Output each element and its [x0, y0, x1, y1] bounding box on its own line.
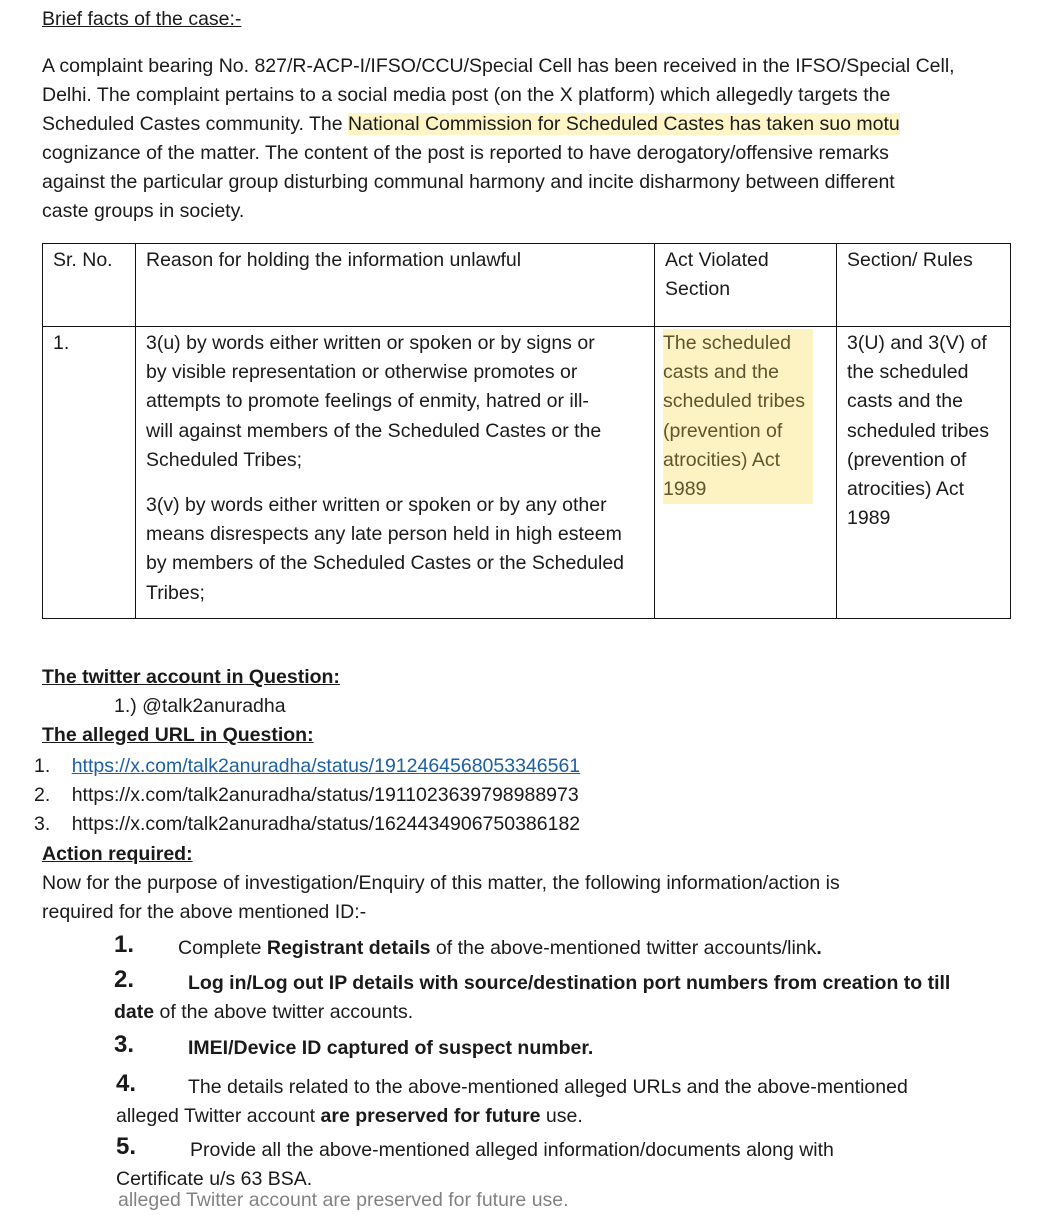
intro-line-3 [42, 110, 900, 139]
highlighted-commission-text: National Commission for Scheduled Castes has taken suo motu [348, 113, 900, 135]
intro-line-5: against the particular group disturbing communal harmony and incite disharmony between different [42, 171, 895, 193]
row-act-violated [655, 327, 837, 619]
action-4-post: use. [540, 1105, 583, 1127]
intro-line-4: cognizance of the matter. The content of the post is reported to have derogatory/offensive remarks [42, 142, 889, 164]
url-number: 3. [34, 813, 51, 835]
action-1-bold: Registrant details [266, 937, 431, 959]
reason-line: will against members of the Scheduled Castes or the [146, 419, 602, 442]
section-line: scheduled tribes [847, 419, 990, 442]
header-act-violated [655, 244, 837, 327]
url-number: 2. [34, 784, 51, 806]
act-line: The scheduled [663, 332, 791, 354]
section-line: atrocities) Act [847, 478, 965, 501]
intro-line-2: Delhi. The complaint pertains to a social media post (on the X platform) which allegedly targets the [42, 84, 891, 106]
table-header-row [43, 244, 1011, 327]
row-sr-no: 1. [43, 327, 136, 619]
twitter-account-heading: The twitter account in Question: [42, 666, 340, 688]
act-line: scheduled tribes [663, 390, 806, 413]
action-5-line-2: Certificate u/s 63 BSA. [116, 1168, 313, 1190]
table-row [43, 327, 1011, 619]
url-item-3 [34, 810, 580, 839]
act-line: (prevention of [663, 419, 783, 442]
act-line: casts and the [663, 361, 779, 384]
action-4-line-2 [116, 1102, 583, 1131]
reason-line: 3(u) by words either written or spoken or by signs or [146, 332, 595, 354]
reason-line: attempts to promote feelings of enmity, hatred or ill- [146, 390, 589, 413]
intro-line-3-text: Scheduled Castes community. The [42, 113, 349, 135]
action-1-text [178, 934, 822, 963]
action-1-pre: Complete [178, 937, 267, 959]
header-sr-no: Sr. No. [43, 244, 136, 327]
action-2-line-1: Log in/Log out IP details with source/destination port numbers from creation to till [188, 972, 951, 994]
action-3-number: 3. [114, 1031, 135, 1058]
header-reason: Reason for holding the information unlawful [136, 244, 655, 327]
action-5-number: 5. [116, 1133, 137, 1160]
twitter-account-handle: 1.) @talk2anuradha [114, 695, 286, 717]
violations-table [42, 243, 1011, 619]
action-2-number: 2. [114, 966, 135, 993]
act-line: atrocities) Act [663, 448, 781, 471]
action-4-bold: are preserved for future [320, 1105, 541, 1127]
url-number: 1. [34, 755, 51, 777]
section-line: casts and the [847, 390, 963, 413]
alleged-url-heading: The alleged URL in Question: [42, 724, 314, 746]
reason-line: means disrespects any late person held in high esteem [146, 523, 622, 546]
reason-line: Scheduled Tribes; [146, 448, 303, 471]
action-1-number: 1. [114, 931, 135, 958]
action-2-line-2 [114, 998, 413, 1027]
reason-line: by members of the Scheduled Castes or the Scheduled [146, 552, 625, 575]
header-act-line: Section [665, 278, 731, 301]
cutoff-line: alleged Twitter account are preserved for future use. [118, 1189, 569, 1211]
section-line: 1989 [847, 507, 891, 530]
url-link-1[interactable]: https://x.com/talk2anuradha/status/1912464568053346561 [71, 755, 581, 777]
action-4-number: 4. [116, 1070, 137, 1097]
brief-facts-heading: Brief facts of the case:- [42, 8, 242, 30]
header-act-line: Act Violated [665, 249, 769, 271]
header-section-rules: Section/ Rules [837, 244, 1011, 327]
action-2-bold: date [114, 1001, 155, 1023]
action-5-line-1: Provide all the above-mentioned alleged information/documents along with [190, 1139, 834, 1161]
action-intro-line-2: required for the above mentioned ID:- [42, 901, 367, 923]
action-required-heading: Action required: [42, 843, 193, 865]
reason-line: 3(v) by words either written or spoken or by any other [146, 494, 607, 517]
action-2-post: of the above twitter accounts. [154, 1001, 414, 1023]
reason-line: Tribes; [146, 581, 205, 604]
url-text-3: https://x.com/talk2anuradha/status/1624434906750386182 [71, 813, 581, 835]
row-reason [136, 327, 655, 619]
intro-line-1: A complaint bearing No. 827/R-ACP-I/IFSO/CCU/Special Cell has been received in the IFSO/Special Cell, [42, 55, 955, 77]
intro-line-6: caste groups in society. [42, 200, 245, 222]
action-4-line-1: The details related to the above-mentioned alleged URLs and the above-mentioned [188, 1076, 908, 1098]
url-text-2: https://x.com/talk2anuradha/status/1911023639798988973 [71, 784, 579, 806]
action-4-pre: alleged Twitter account [116, 1105, 321, 1127]
act-highlight [663, 329, 813, 504]
url-item-2 [34, 781, 579, 810]
action-1-end: . [816, 937, 822, 959]
section-line: the scheduled [847, 361, 969, 384]
section-line: (prevention of [847, 448, 967, 471]
action-1-post: of the above-mentioned twitter accounts/link [430, 937, 817, 959]
act-line: 1989 [663, 478, 707, 501]
action-intro-line-1: Now for the purpose of investigation/Enquiry of this matter, the following information/action is [42, 872, 840, 894]
reason-line: by visible representation or otherwise promotes or [146, 361, 578, 384]
url-item-1 [34, 752, 580, 781]
row-section-rules [837, 327, 1011, 619]
action-3-text: IMEI/Device ID captured of suspect number. [188, 1037, 594, 1059]
section-line: 3(U) and 3(V) of [847, 332, 987, 354]
